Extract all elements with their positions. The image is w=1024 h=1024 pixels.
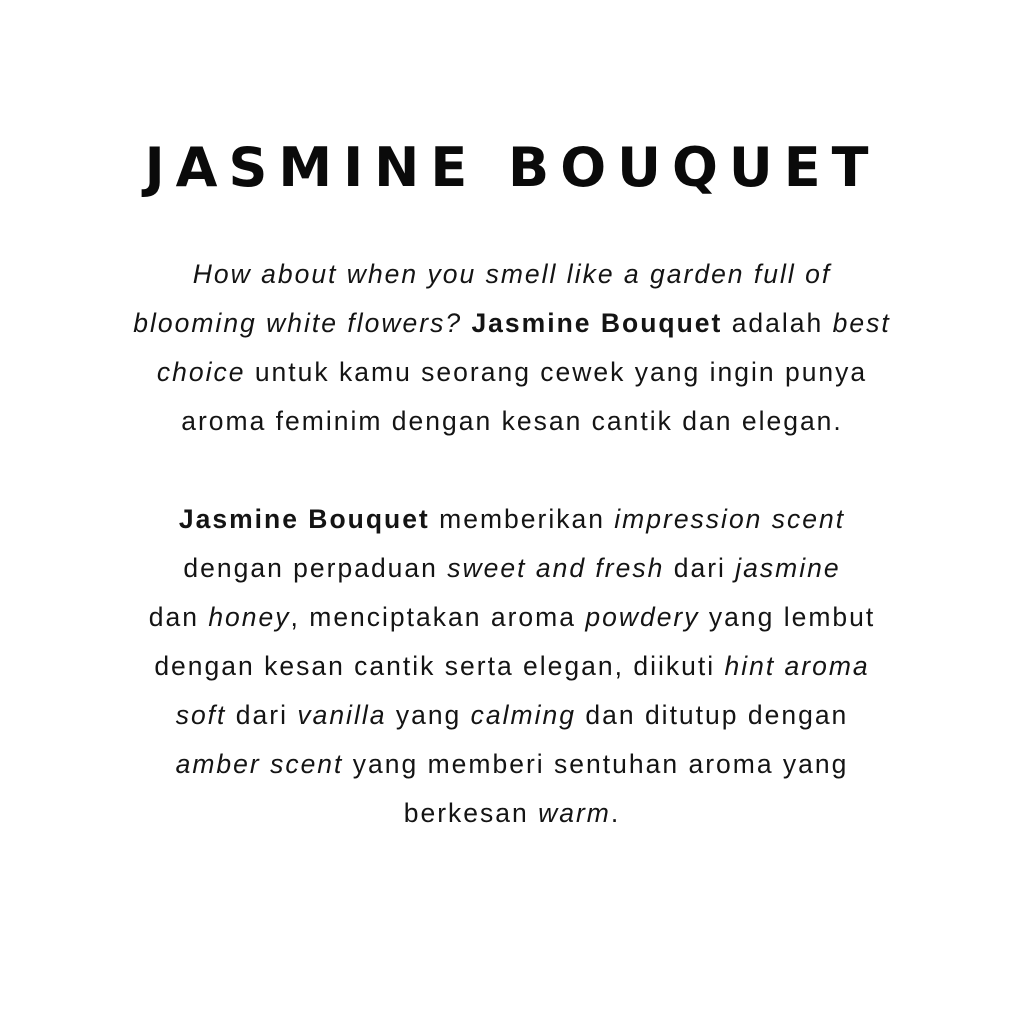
bold-text-segment: Jasmine Bouquet bbox=[471, 308, 723, 338]
text-segment: dengan perpaduan bbox=[183, 553, 448, 583]
intro-paragraph bbox=[40, 250, 984, 446]
text-segment: . bbox=[610, 798, 621, 828]
text-segment: aroma feminim dengan kesan cantik dan elegan. bbox=[181, 406, 843, 436]
italic-text-segment: amber scent bbox=[175, 749, 344, 779]
italic-text-segment: warm bbox=[538, 798, 611, 828]
text-line bbox=[40, 691, 984, 740]
scent-description-paragraph bbox=[40, 495, 984, 838]
text-line bbox=[40, 397, 984, 446]
text-line bbox=[40, 544, 984, 593]
italic-text-segment: jasmine bbox=[735, 553, 841, 583]
italic-text-segment: vanilla bbox=[297, 700, 387, 730]
italic-text-segment: powdery bbox=[585, 602, 700, 632]
text-segment: berkesan bbox=[403, 798, 539, 828]
text-line bbox=[40, 250, 984, 299]
text-segment: dari bbox=[226, 700, 298, 730]
italic-text-segment: impression scent bbox=[614, 504, 846, 534]
text-segment: yang lembut bbox=[699, 602, 876, 632]
italic-text-segment: honey bbox=[208, 602, 291, 632]
italic-text-segment: blooming white flowers? bbox=[133, 308, 463, 338]
text-segment: memberikan bbox=[429, 504, 615, 534]
italic-text-segment: calming bbox=[470, 700, 576, 730]
text-segment: adalah bbox=[722, 308, 833, 338]
text-segment: dari bbox=[664, 553, 736, 583]
text-line bbox=[40, 299, 984, 348]
italic-text-segment: sweet and fresh bbox=[447, 553, 665, 583]
italic-text-segment: How about when you smell like a garden full of bbox=[192, 259, 832, 289]
text-segment: dengan kesan cantik serta elegan, diikuti bbox=[154, 651, 725, 681]
text-line bbox=[40, 789, 984, 838]
text-line bbox=[40, 495, 984, 544]
text-segment: yang memberi sentuhan aroma yang bbox=[343, 749, 849, 779]
product-title: JASMINE BOUQUET bbox=[144, 136, 880, 199]
text-line bbox=[40, 348, 984, 397]
text-segment: , menciptakan aroma bbox=[290, 602, 586, 632]
italic-text-segment: choice bbox=[156, 357, 246, 387]
text-line bbox=[40, 642, 984, 691]
italic-text-segment: hint aroma bbox=[724, 651, 870, 681]
italic-text-segment: best bbox=[832, 308, 891, 338]
text-segment: dan ditutup dengan bbox=[576, 700, 849, 730]
text-segment: untuk kamu seorang cewek yang ingin punya bbox=[245, 357, 868, 387]
text-line bbox=[40, 593, 984, 642]
text-segment: yang bbox=[386, 700, 471, 730]
italic-text-segment: soft bbox=[175, 700, 227, 730]
text-segment: dan bbox=[148, 602, 209, 632]
bold-text-segment: Jasmine Bouquet bbox=[178, 504, 430, 534]
text-line bbox=[40, 740, 984, 789]
